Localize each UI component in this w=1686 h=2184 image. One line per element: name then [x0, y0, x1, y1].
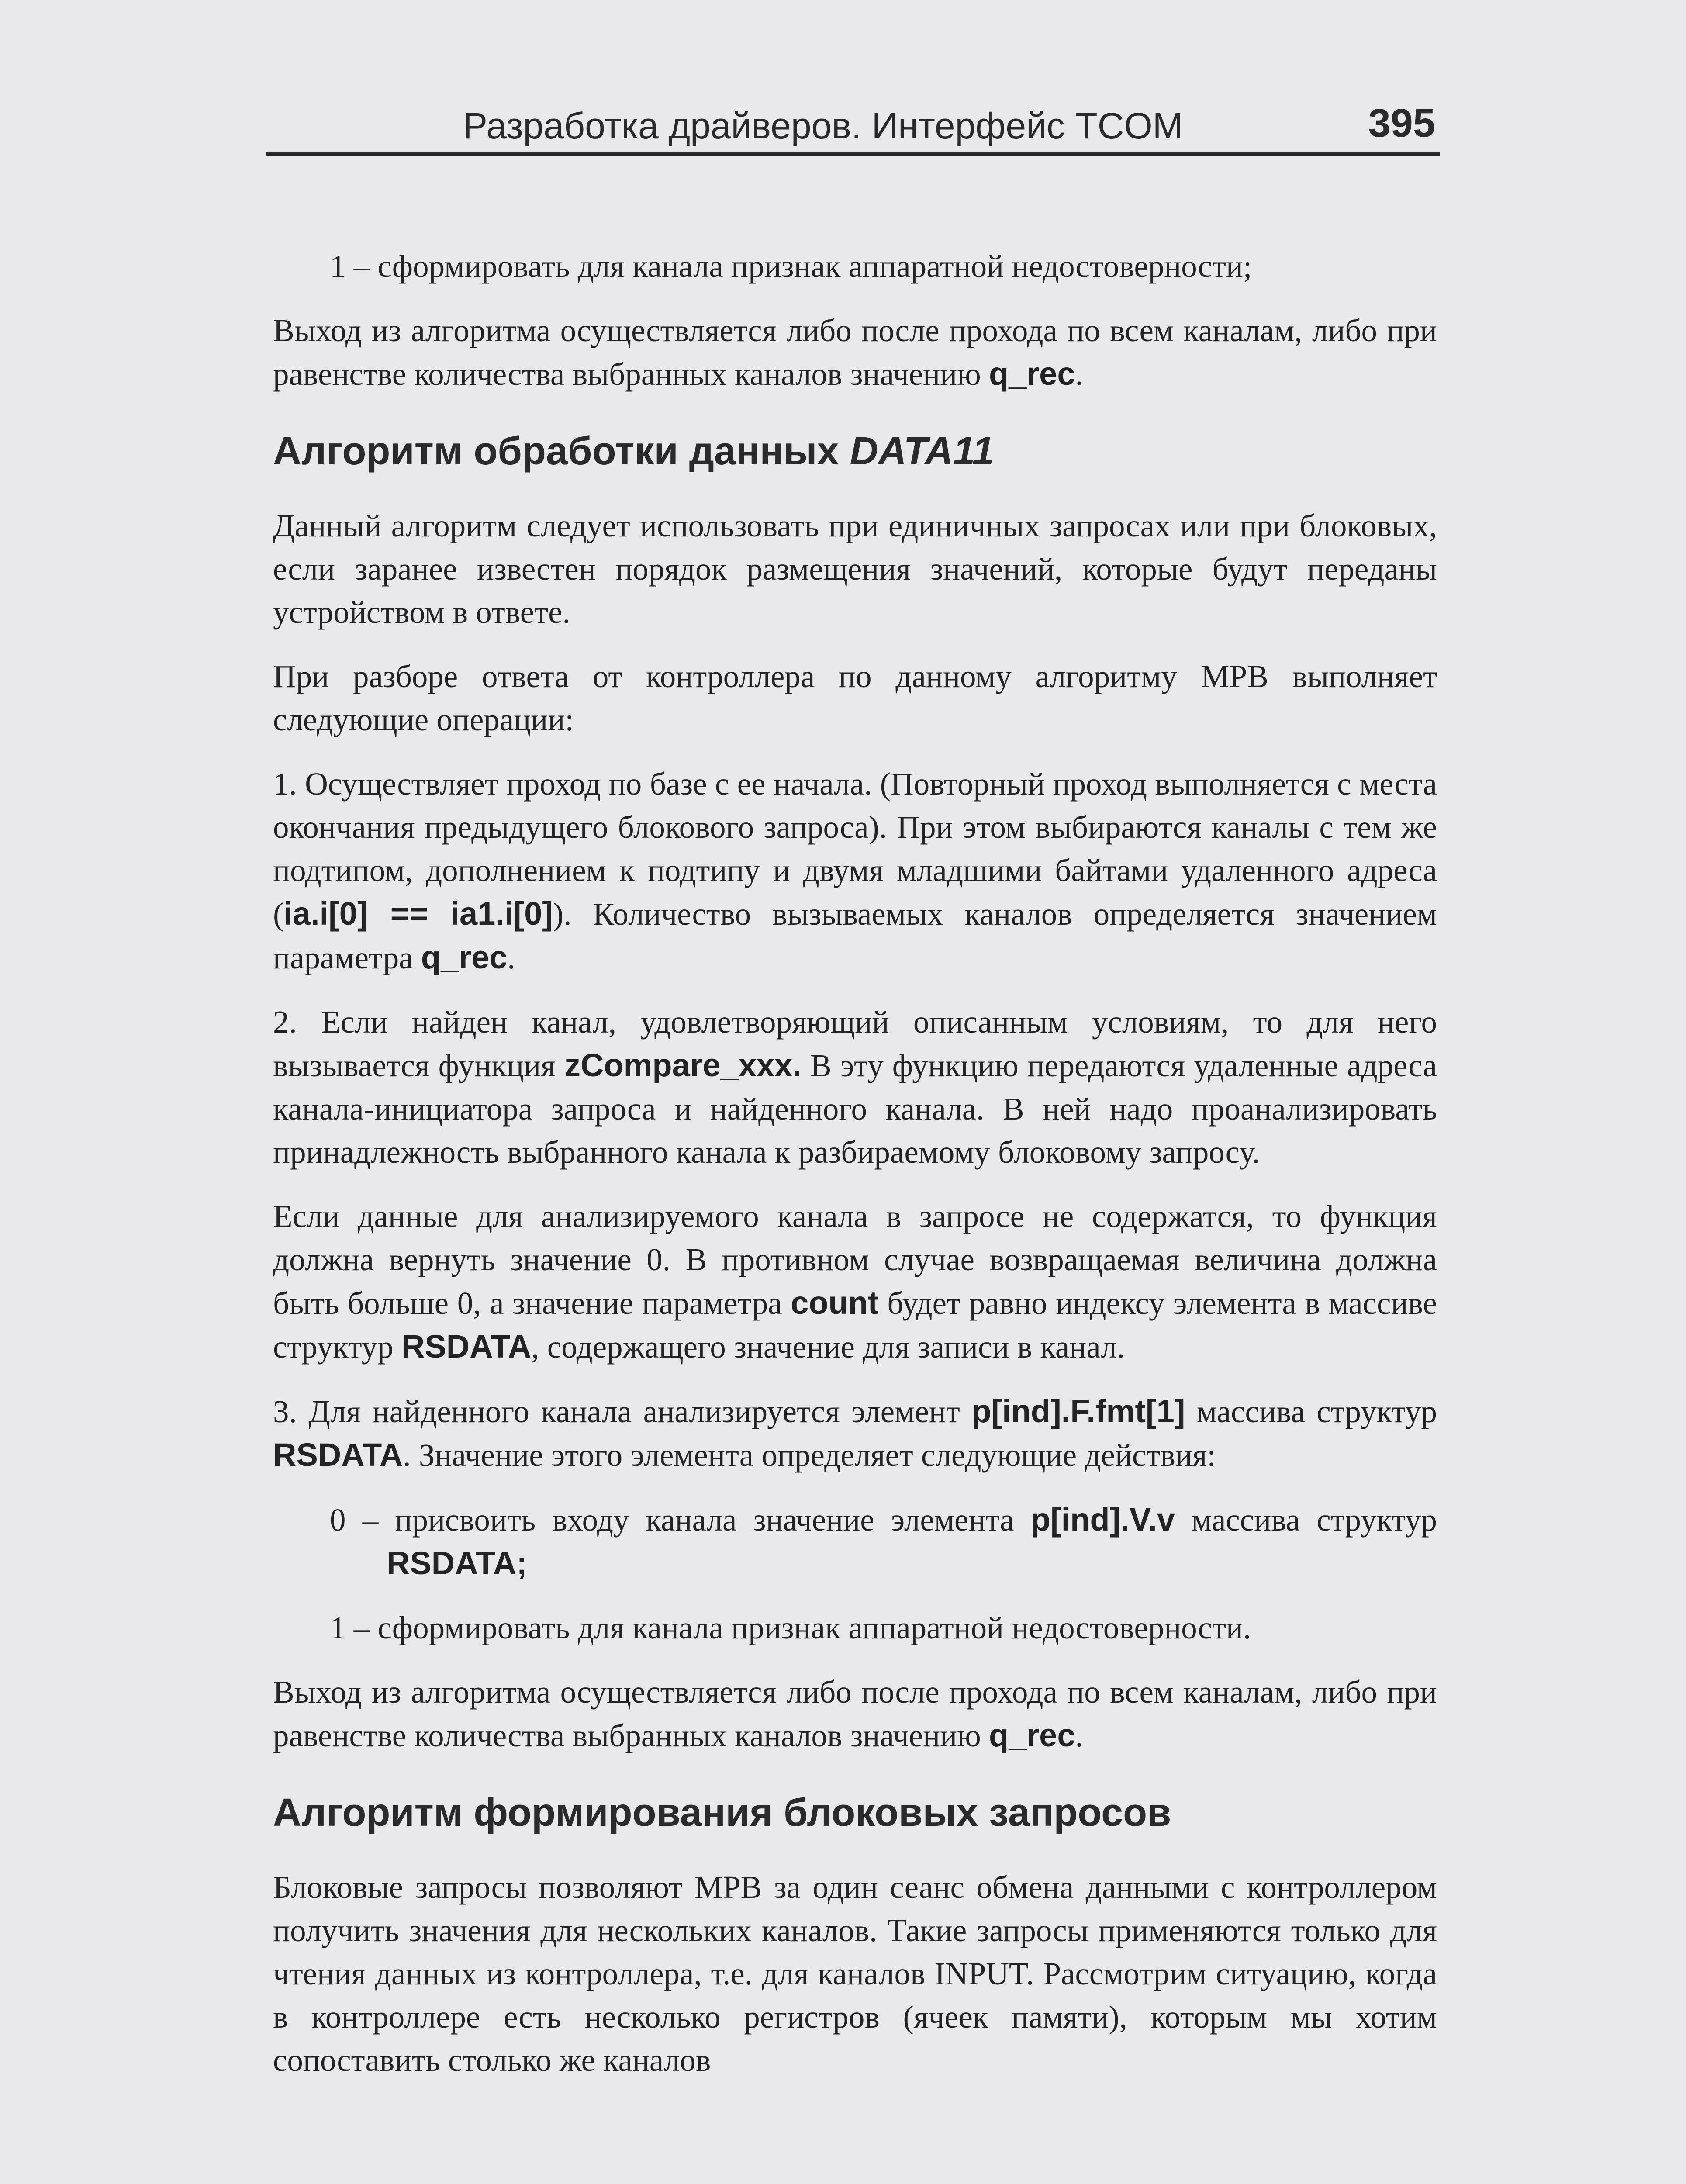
code-q-rec: q_rec	[989, 1717, 1075, 1753]
code-rsdata: RSDATA;	[387, 1545, 527, 1581]
code-value: p[ind].V.v	[1030, 1501, 1175, 1538]
header-rule	[266, 152, 1440, 156]
paragraph-step-3: 3. Для найденного канала анализируется элемент p[ind].F.fmt[1] массива структур RSDATA. Значение этого элемента определяет следующие действия:	[273, 1393, 1437, 1473]
paragraph-step-2: 2. Если найден канал, удовлетворяющий описанным условиям, то для него вызывается функция zCompare_xxx. В эту функцию передаются удаленные адреса канала-инициатора запроса и найденного канала. В ней надо проанализировать принадлежность выбранного канала к разбираемому блоковому запросу.	[273, 1004, 1437, 1170]
paragraph-option-0: 0 – присвоить входу канала значение элемента p[ind].V.v массива структур RSDATA;	[330, 1501, 1437, 1581]
code-q-rec: q_rec	[421, 939, 508, 975]
paragraph-operations-intro: При разборе ответа от контроллера по данному алгоритму МРВ выполняет следующие операции:	[273, 659, 1437, 737]
code-zcompare: zCompare_xxx.	[564, 1047, 802, 1083]
heading-italic-data11: DATA11	[850, 429, 994, 473]
header-title: Разработка драйверов. Интерфейс TCOM	[463, 105, 1183, 146]
paragraph-option-1b: 1 – сформировать для канала признак аппаратной недостоверности.	[330, 1610, 1251, 1645]
paragraph-block-requests: Блоковые запросы позволяют МРВ за один сеанс обмена данными с контроллером получить значения для нескольких каналов. Такие запросы применяются только для чтения данных из контроллера, т.е. для каналов INPUT. Рассмотрим ситуацию, когда в контроллере есть несколько регистров (ячеек памяти), которым мы хотим сопоставить столько же каналов	[273, 1870, 1437, 2078]
paragraph-exit-condition: Выход из алгоритма осуществляется либо после прохода по всем каналам, либо при равенстве количества выбранных каналов значению q_rec.	[273, 313, 1437, 392]
code-rsdata: RSDATA	[401, 1328, 532, 1365]
page-number: 395	[1368, 101, 1435, 145]
code-fmt: p[ind].F.fmt[1]	[971, 1393, 1185, 1429]
paragraph-exit-condition-2: Выход из алгоритма осуществляется либо после прохода по всем каналам, либо при равенстве количества выбранных каналов значению q_rec.	[273, 1674, 1437, 1753]
code-ia-compare: ia.i[0] == ia1.i[0]	[283, 895, 553, 932]
code-q-rec: q_rec	[989, 356, 1075, 392]
paragraph-step-1: 1. Осуществляет проход по базе с ее начала. (Повторный проход выполняется с места окончания предыдущего блокового запроса). При этом выбираются каналы с тем же подтипом, дополнением к подтипу и двумя младшими байтами удаленного адреса (ia.i[0] == ia1.i[0]). Количество вызываемых каналов определяется значением параметра q_rec.	[273, 766, 1437, 975]
paragraph-return-value: Если данные для анализируемого канала в запросе не содержатся, то функция должна вернуть значение 0. В противном случае возвращаемая величина должна быть больше 0, а значение параметра count будет равно индексу элемента в массиве структур RSDATA, содержащего значение для записи в канал.	[273, 1199, 1437, 1365]
code-rsdata: RSDATA	[273, 1437, 403, 1473]
section-heading-data11: Алгоритм обработки данных DATA11	[273, 429, 994, 473]
body-text	[273, 245, 1437, 2103]
paragraph-option-1: 1 – сформировать для канала признак аппаратной недостоверности;	[330, 249, 1252, 284]
code-count: count	[791, 1285, 879, 1321]
paragraph-algorithm-intro: Данный алгоритм следует использовать при единичных запросах или при блоковых, если заранее известен порядок размещения значений, которые будут переданы устройством в ответе.	[273, 508, 1437, 630]
section-heading-block-requests: Алгоритм формирования блоковых запросов	[273, 1791, 1171, 1835]
running-header	[266, 92, 1440, 157]
